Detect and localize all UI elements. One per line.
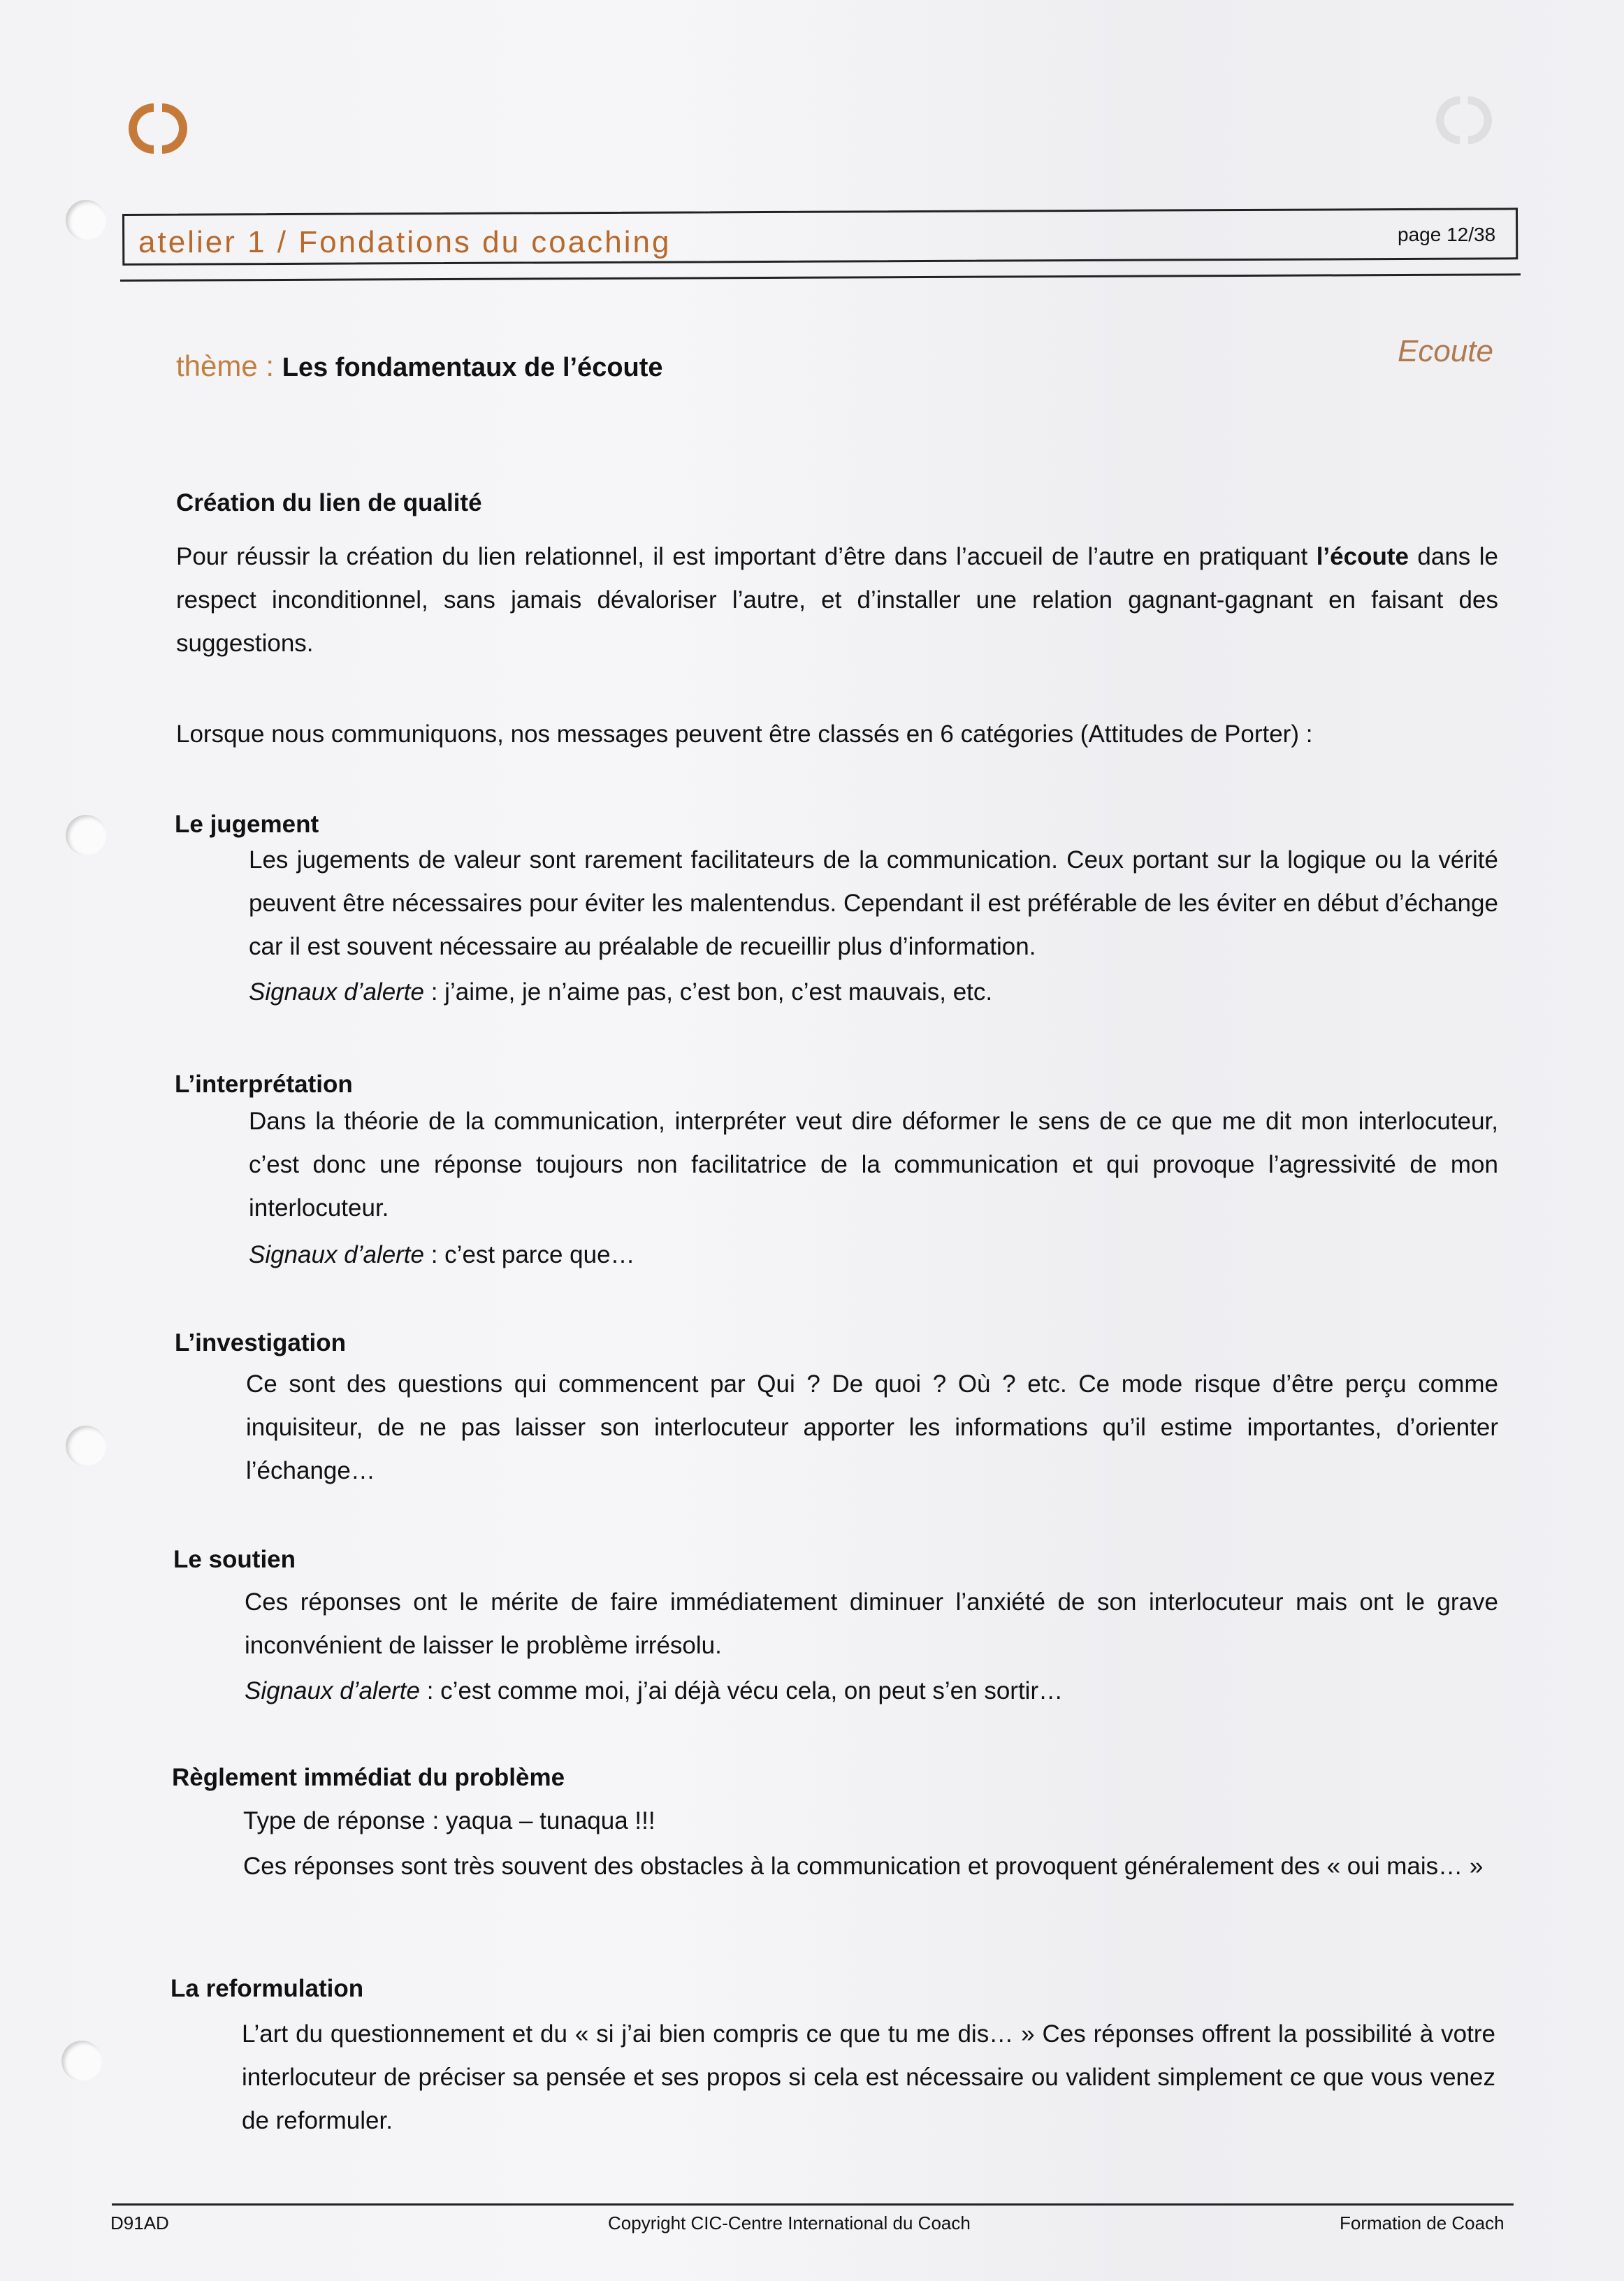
section-title-reglement: Règlement immédiat du problème — [172, 1764, 565, 1791]
atelier-title: atelier 1 / Fondations du coaching — [138, 225, 672, 259]
section-text-investigation: Ce sont des questions qui commencent par Qui ? De quoi ? Où ? etc. Ce mode risque d’être perçu comme inquisiteur, de ne pas laisser son interlocuteur apporter les informations qu’il estime importantes, d’orienter l’échange… — [246, 1370, 1498, 1484]
alert-text: : j’aime, je n’aime pas, c’est bon, c’est mauvais, etc. — [424, 978, 993, 1006]
section-title-soutien: Le soutien — [173, 1546, 296, 1573]
intro-paragraph — [176, 535, 1498, 665]
section-title-interpretation: L’interprétation — [175, 1071, 353, 1098]
section-text-soutien: Ces réponses ont le mérite de faire immédiatement diminuer l’anxiété de son interlocuteur mais ont le grave inconvénient de laisser le problème irrésolu. — [245, 1588, 1498, 1659]
header-divider — [120, 273, 1521, 282]
alert-label: Signaux d’alerte — [249, 978, 424, 1006]
section-title-jugement: Le jugement — [175, 811, 319, 838]
theme-label: thème : — [176, 349, 275, 382]
intro-text: Pour réussir la création du lien relationnel, il est important d’être dans l’accueil de l’autre en pratiquant — [176, 543, 1317, 570]
alert-label: Signaux d’alerte — [245, 1677, 420, 1704]
alert-text: : c’est comme moi, j’ai déjà vécu cela, on peut s’en sortir… — [420, 1677, 1064, 1704]
section-tag: Ecoute — [1398, 334, 1493, 368]
porter-sentence: Lorsque nous communiquons, nos messages peuvent être classés en 6 catégories (Attitudes de Porter) : — [176, 720, 1313, 748]
punch-hole — [66, 1426, 106, 1466]
theme-heading — [176, 349, 663, 383]
intro-text-end: dans le respect inconditionnel, sans jamais dévaloriser l’autre, et d’installer une relation gagnant-gagnant en faisant des suggestions. — [176, 543, 1498, 657]
cic-bracket-logo-icon — [129, 99, 187, 158]
alert-jugement — [249, 978, 992, 1006]
footer-copyright: Copyright CIC-Centre International du Coach — [608, 2213, 971, 2233]
section-text-interpretation: Dans la théorie de la communication, interpréter veut dire déformer le sens de ce que me dit mon interlocuteur, c’est donc une réponse toujours non facilitatrice de la communication et qui provoque l’agressivité de mon interlocuteur. — [249, 1108, 1498, 1222]
punch-hole — [61, 2041, 102, 2081]
theme-value: Les fondamentaux de l’écoute — [282, 353, 663, 382]
type-de-reponse: Type de réponse : yaqua – tunaqua !!! — [243, 1807, 655, 1834]
show-through-logo-icon — [1436, 92, 1492, 148]
footer-doc-code: D91AD — [110, 2213, 169, 2233]
section-text-reformulation: L’art du questionnement et du « si j’ai bien compris ce que tu me dis… » Ces réponses offrent la possibilité à votre interlocuteur de préciser sa pensée et ses propos si cela est nécessaire ou valident simplement ce que vous venez de reformuler. — [242, 2020, 1495, 2134]
alert-interpretation — [249, 1241, 635, 1269]
punch-hole — [66, 815, 106, 855]
alert-soutien — [245, 1677, 1063, 1705]
section-text-jugement: Les jugements de valeur sont rarement facilitateurs de la communication. Ceux portant sur la logique ou la vérité peuvent être nécessaires pour éviter les malentendus. Cependant il est préférable de les éviter en début d’échange car il est souvent nécessaire au préalable de recueillir plus d’information. — [249, 846, 1498, 960]
footer-divider — [112, 2203, 1514, 2206]
intro-bold-ecoute: l’écoute — [1316, 543, 1409, 570]
punch-hole — [66, 200, 106, 240]
section-title-creation-lien: Création du lien de qualité — [176, 489, 482, 516]
section-title-investigation: L’investigation — [175, 1329, 347, 1356]
alert-text: : c’est parce que… — [424, 1241, 635, 1268]
section-title-reformulation: La reformulation — [171, 1975, 364, 2002]
page-number: page 12/38 — [1398, 224, 1496, 245]
alert-label: Signaux d’alerte — [249, 1241, 424, 1268]
footer-course: Formation de Coach — [1340, 2213, 1505, 2233]
section-text-reglement: Ces réponses sont très souvent des obstacles à la communication et provoquent généralement des « oui mais… » — [243, 1853, 1484, 1880]
